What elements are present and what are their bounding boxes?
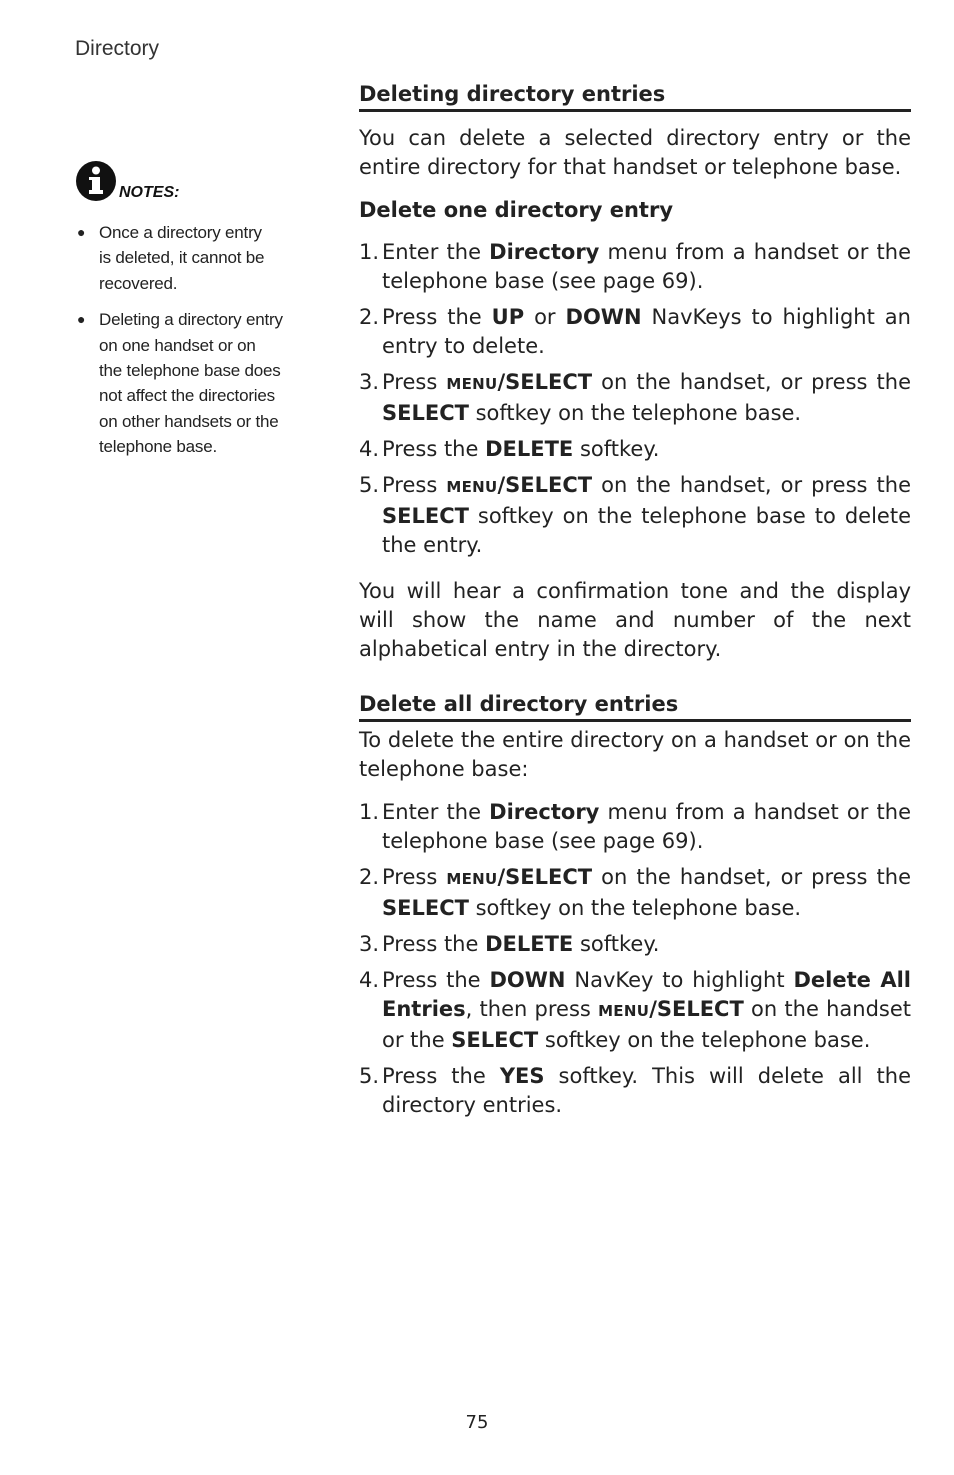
step-number: 3. bbox=[359, 932, 380, 956]
step-key: SELECT bbox=[451, 1028, 539, 1052]
bullet-icon: ● bbox=[77, 224, 86, 240]
notes-header bbox=[75, 160, 305, 202]
note-line: Deleting a directory entry bbox=[99, 310, 283, 330]
step-key: SELECT bbox=[382, 504, 469, 528]
step-key: SELECT bbox=[382, 401, 469, 425]
step-text: on the handset, or press the bbox=[592, 370, 911, 394]
step-text: softkey. This will delete all the directory entries. bbox=[382, 1064, 911, 1117]
note-line: Once a directory entry bbox=[99, 223, 262, 242]
step-key-smallcaps: MENU bbox=[446, 870, 498, 888]
step-item bbox=[359, 471, 911, 560]
step-key: Directory bbox=[489, 800, 600, 824]
step-number: 2. bbox=[359, 305, 380, 329]
step-text: Press bbox=[382, 865, 447, 889]
step-item bbox=[359, 368, 911, 428]
section-intro: To delete the entire directory on a handset or on the telephone base: bbox=[359, 728, 911, 781]
step-item bbox=[359, 930, 911, 959]
notes-list bbox=[75, 220, 305, 460]
main-content bbox=[359, 80, 911, 1120]
step-text: Press the bbox=[382, 305, 492, 329]
step-key: DOWN bbox=[565, 305, 642, 329]
note-line: on one handset or on bbox=[99, 335, 256, 355]
step-text: on the handset, or press the bbox=[592, 865, 911, 889]
section-title-deleting: Deleting directory entries bbox=[359, 80, 911, 112]
step-key: DELETE bbox=[485, 932, 574, 956]
step-number: 3. bbox=[359, 370, 380, 394]
step-number: 1. bbox=[359, 800, 380, 824]
steps-delete-one bbox=[359, 238, 911, 560]
step-number: 4. bbox=[359, 437, 380, 461]
step-key: DELETE bbox=[485, 437, 574, 461]
note-line: not affect the directories bbox=[99, 386, 275, 406]
step-text: Press bbox=[382, 473, 447, 497]
section-outro: You will hear a confirmation tone and the display will show the name and number of the next alphabetical entry in the directory. bbox=[359, 579, 911, 661]
step-text: menu from a handset or the telephone base (see page 69). bbox=[382, 800, 911, 853]
step-item bbox=[359, 435, 911, 464]
page-number: 75 bbox=[465, 1412, 489, 1433]
step-item bbox=[359, 863, 911, 923]
step-item bbox=[359, 798, 911, 856]
step-text: softkey on the telephone base. bbox=[468, 401, 802, 425]
step-text: menu from a handset or the telephone base (see page 69). bbox=[382, 240, 911, 293]
note-line: on other handsets or the bbox=[99, 411, 279, 431]
step-item bbox=[359, 966, 911, 1055]
step-key-smallcaps: MENU bbox=[446, 478, 498, 496]
section-intro: You can delete a selected directory entry or the entire directory for that handset or telephone base. bbox=[359, 126, 911, 179]
step-key: /SELECT bbox=[497, 370, 593, 394]
step-key: UP bbox=[491, 305, 525, 329]
note-item bbox=[75, 220, 305, 296]
step-text: softkey on the telephone base. bbox=[538, 1028, 871, 1052]
step-text: Enter the bbox=[382, 240, 490, 264]
step-key: /SELECT bbox=[497, 473, 593, 497]
step-text: Enter the bbox=[382, 800, 490, 824]
step-text: Press the bbox=[382, 437, 486, 461]
notes-sidebar bbox=[75, 160, 305, 471]
step-number: 5. bbox=[359, 1064, 380, 1088]
step-text: Press bbox=[382, 370, 447, 394]
note-line: recovered. bbox=[99, 273, 178, 293]
step-number: 5. bbox=[359, 473, 380, 497]
step-text: on the handset or the bbox=[382, 997, 912, 1052]
step-text: , then press bbox=[465, 997, 599, 1021]
step-text: softkey. bbox=[573, 932, 660, 956]
step-text: NavKeys to highlight an entry to delete. bbox=[382, 305, 911, 358]
step-key: Delete All Entries bbox=[382, 968, 911, 1021]
step-text: Press the bbox=[382, 1064, 500, 1088]
step-key: YES bbox=[499, 1064, 545, 1088]
step-text: Press the bbox=[382, 968, 490, 992]
bullet-icon: ● bbox=[77, 311, 86, 328]
step-key: /SELECT bbox=[497, 865, 593, 889]
step-number: 4. bbox=[359, 968, 380, 992]
step-key: DOWN bbox=[489, 968, 566, 992]
step-key: /SELECT bbox=[649, 997, 744, 1021]
step-text: on the handset, or press the bbox=[592, 473, 911, 497]
section-title-delete-all: Delete all directory entries bbox=[359, 690, 911, 722]
note-line: is deleted, it cannot be bbox=[99, 248, 265, 268]
step-item bbox=[359, 238, 911, 296]
step-key: SELECT bbox=[382, 896, 469, 920]
running-head: Directory bbox=[75, 37, 160, 60]
step-key-smallcaps: MENU bbox=[598, 1002, 650, 1020]
step-text: or bbox=[524, 305, 566, 329]
step-text: softkey on the telephone base. bbox=[468, 896, 802, 920]
step-number: 1. bbox=[359, 240, 380, 264]
notes-label: NOTES: bbox=[119, 184, 180, 201]
note-line: the telephone base does bbox=[99, 361, 281, 381]
subsection-title-delete-one: Delete one directory entry bbox=[359, 198, 674, 222]
step-text: Press the bbox=[382, 932, 486, 956]
note-line: telephone base. bbox=[99, 437, 217, 457]
note-item bbox=[75, 307, 305, 459]
step-text: NavKey to highlight bbox=[565, 968, 794, 992]
step-key-smallcaps: MENU bbox=[446, 375, 498, 393]
info-icon bbox=[75, 160, 117, 202]
step-key: Directory bbox=[489, 240, 600, 264]
step-text: softkey on the telephone base to delete the entry. bbox=[382, 504, 911, 557]
step-text: softkey. bbox=[573, 437, 660, 461]
steps-delete-all bbox=[359, 798, 911, 1120]
step-number: 2. bbox=[359, 865, 380, 889]
step-item bbox=[359, 1062, 911, 1120]
step-item bbox=[359, 303, 911, 361]
